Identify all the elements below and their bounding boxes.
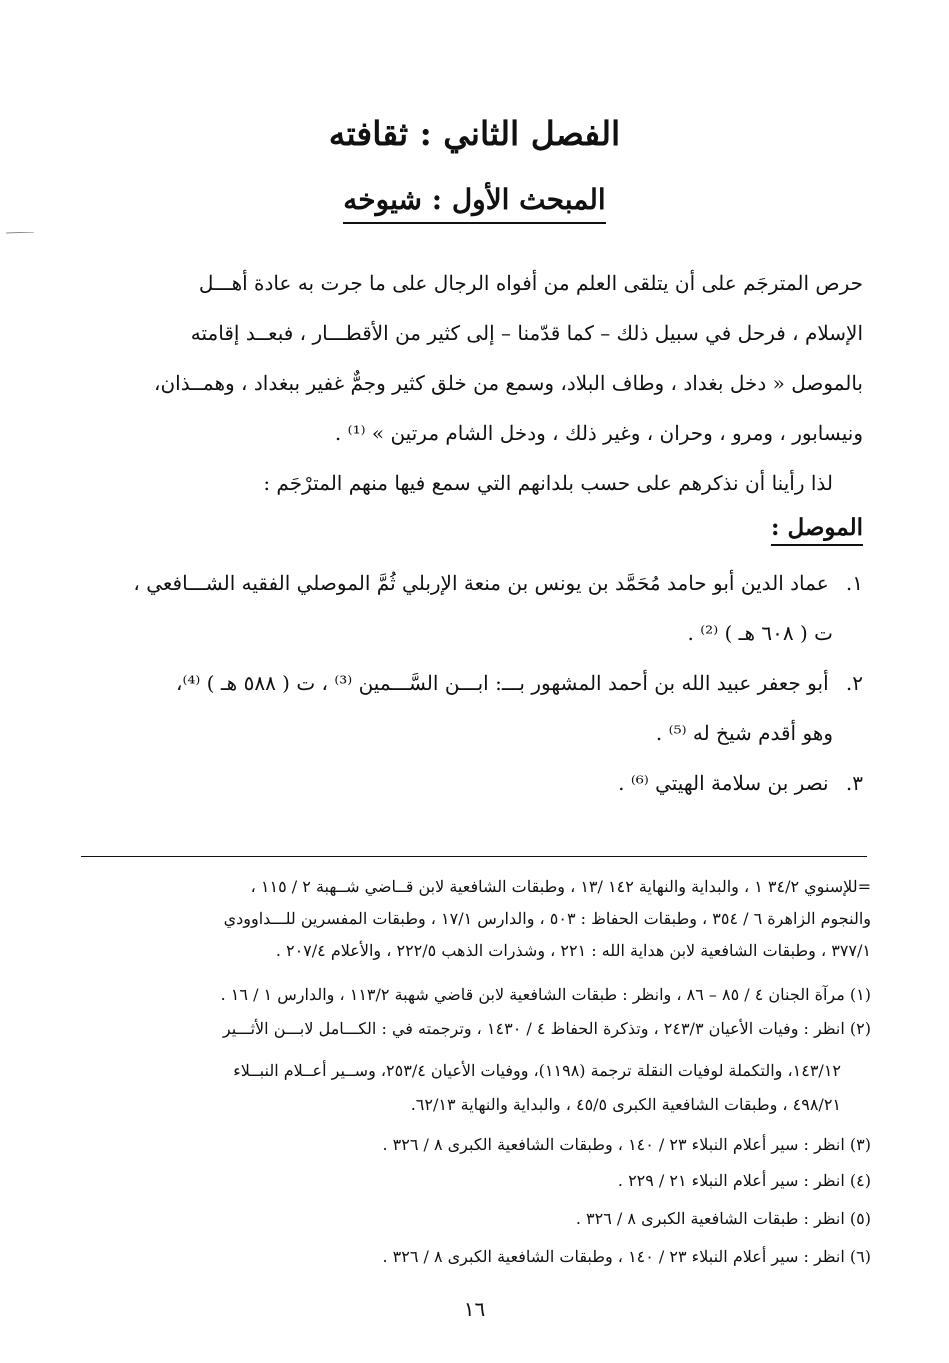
teacher-text: عماد الدين أبو حامد مُحَمَّد بن يونس بن منعة الإربلي ثُمَّ الموصلي الفقيه الشـــافعي ،	[133, 571, 829, 595]
teacher-item	[83, 770, 863, 796]
teacher-item	[83, 570, 863, 596]
body-line: لذا رأينا أن نذكرهم على حسب بلدانهم التي سمع فيها منهم المترْجَم :	[263, 471, 833, 495]
page-number: ١٦	[463, 1297, 486, 1321]
footnote-2-continuation: ٤٩٨/٢١ ، وطبقات الشافعية الكبرى ٤٥/٥ ، والبداية والنهاية ٦٢/١٣.	[410, 1095, 841, 1114]
body-line: بالموصل « دخل بغداد ، وطاف البلاد، وسمع من خلق كثير وجمٌّ غفير ببغداد ، وهمــذان،	[154, 371, 863, 395]
body-line: الإسلام ، فرحل في سبيل ذلك – كما قدّمنا – إلى كثير من الأقطـــار ، فبعــد إقامته	[190, 321, 863, 345]
footnote-continuation-line: ٣٧٧/١ ، وطبقات الشافعية لابن هداية الله : ٢٢١ ، وشذرات الذهب ٢٢٢/٥ ، والأعلام ٢٠٧/٤ .	[275, 941, 871, 960]
footnote-6: (٦) انظر : سير أعلام النبلاء ٢٣ / ١٤٠ ، وطبقات الشافعية الكبرى ٨ / ٣٢٦ .	[382, 1247, 871, 1266]
section-title	[0, 180, 949, 224]
body-line: حرص المترجَم على أن يتلقى العلم من أفواه الرجال على ما جرت به عادة أهـــل	[198, 271, 863, 295]
teacher-text: نصر بن سلامة الهيتي ⁽⁶⁾ .	[618, 771, 829, 795]
teacher-text: أبو جعفر عبيد الله بن أحمد المشهور بـــ: ابـــن السَّـــمين ⁽³⁾ ، ت ( ٥٨٨ هـ ) ⁽⁴⁾،	[175, 671, 829, 695]
footnote-4: (٤) انظر : سير أعلام النبلاء ٢١ / ٢٢٩ .	[617, 1171, 871, 1190]
footnote-continuation-line: والنجوم الزاهرة ٦ / ٣٥٤ ، وطبقات الحفاظ : ٥٠٣ ، والدارس ١٧/١ ، وطبقات المفسرين للـــداوودي	[223, 909, 871, 928]
teacher-text-continuation: وهو أقدم شيخ له ⁽⁵⁾ .	[655, 721, 833, 745]
body-line: ونيسابور ، ومرو ، وحران ، وغير ذلك ، ودخل الشام مرتين » ⁽¹⁾ .	[334, 421, 863, 445]
footnote-2-continuation: ١٤٣/١٢، والتكملة لوفيات النقلة ترجمة (١١٩٨)، ووفيات الأعيان ٢٥٣/٤، وســير أعــلام النبــلاء	[233, 1061, 841, 1080]
footnote-continuation-line: =للإسنوي ٣٤/٢ ١ ، والبداية والنهاية ١٤٢ /١٣ ، وطبقات الشافعية لابن قــاضي شــهبة ٢ / ١١٥ ،	[250, 877, 871, 896]
teacher-item	[83, 670, 863, 696]
footnote-5: (٥) انظر : طبقات الشافعية الكبرى ٨ / ٣٢٦ .	[575, 1209, 871, 1228]
teacher-number: ٣.	[845, 771, 863, 795]
teacher-text-continuation: ت ( ٦٠٨ هـ ) ⁽²⁾ .	[687, 621, 833, 645]
chapter-title: الفصل الثاني : ثقافته	[328, 114, 621, 153]
footnote-2: (٢) انظر : وفيات الأعيان ٢٤٣/٣ ، وتذكرة الحفاظ ٤ / ١٤٣٠ ، وترجمته في : الكـــامل لابـــن الأثـــير	[222, 1019, 871, 1038]
section-title-text: المبحث الأول : شيوخه	[343, 180, 605, 224]
teacher-number: ١.	[845, 571, 863, 595]
margin-scratch-mark	[6, 232, 34, 234]
footnote-1: (١) مرآة الجنان ٤ / ٨٥ – ٨٦ ، وانظر : طبقات الشافعية لابن قاضي شهبة ١١٣/٢ ، والدارس ١ / ١٦ .	[220, 985, 871, 1004]
footnote-3: (٣) انظر : سير أعلام النبلاء ٢٣ / ١٤٠ ، وطبقات الشافعية الكبرى ٨ / ٣٢٦ .	[382, 1135, 871, 1154]
teacher-number: ٢.	[845, 671, 863, 695]
mosul-heading: الموصل :	[771, 513, 863, 546]
footnote-separator	[81, 856, 867, 857]
